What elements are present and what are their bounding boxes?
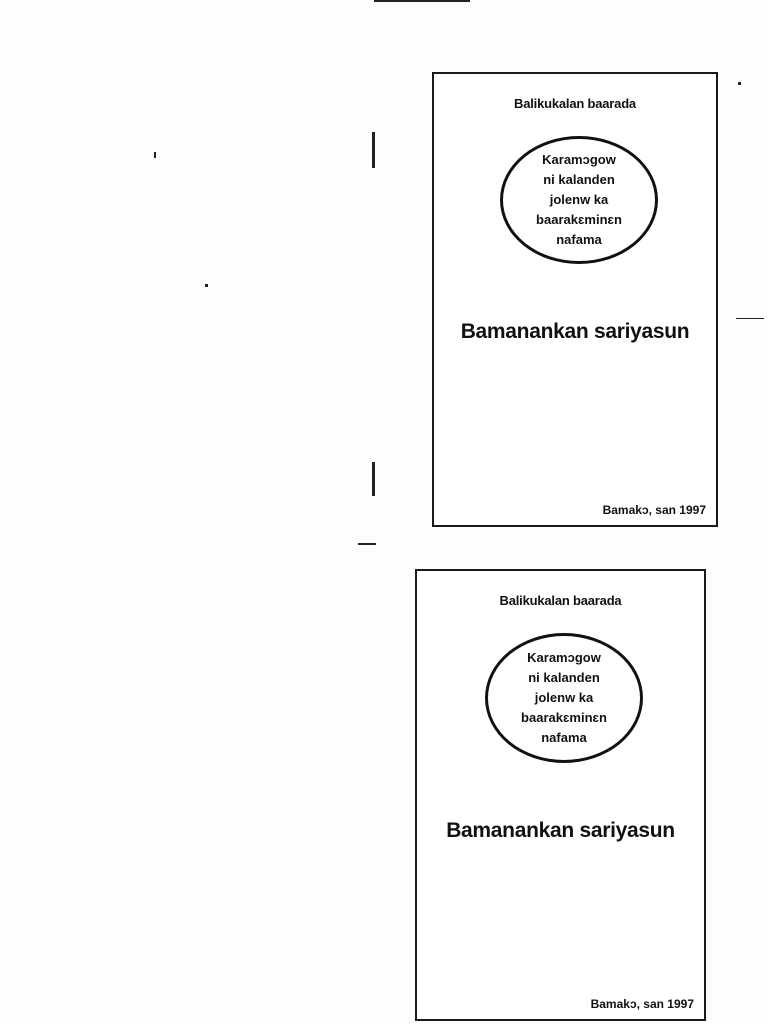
scan-mark xyxy=(374,0,470,2)
oval-line: nafama xyxy=(541,730,587,745)
imprint-place-date: Bamakɔ, san 1997 xyxy=(590,997,694,1011)
scan-mark xyxy=(358,543,376,545)
oval-line: nafama xyxy=(556,232,602,247)
book-title: Bamanankan sariyasun xyxy=(460,320,690,343)
oval-line: baarakɛminɛn xyxy=(521,710,607,725)
department-label: Balikukalan baarada xyxy=(499,593,622,608)
scan-mark xyxy=(154,152,156,158)
department-label: Balikukalan baarada xyxy=(514,96,636,111)
oval-line: Karamɔgow xyxy=(527,650,601,665)
scan-mark xyxy=(205,284,208,287)
oval-emblem xyxy=(500,136,658,264)
oval-emblem xyxy=(485,633,643,763)
oval-line: jolenw ka xyxy=(549,192,609,207)
scan-mark xyxy=(736,318,764,319)
oval-line: Karamɔgow xyxy=(542,152,616,167)
imprint-place-date: Bamakɔ, san 1997 xyxy=(602,503,706,517)
book-cover-upper xyxy=(432,72,718,527)
book-cover-lower xyxy=(415,569,706,1021)
oval-line: ni kalanden xyxy=(528,670,600,685)
scan-mark xyxy=(738,82,741,85)
book-title: Bamanankan sariyasun xyxy=(446,819,675,842)
scan-mark xyxy=(372,132,375,168)
oval-line: jolenw ka xyxy=(534,690,594,705)
scan-mark xyxy=(372,462,375,496)
oval-line: ni kalanden xyxy=(543,172,615,187)
oval-line: baarakɛminɛn xyxy=(536,212,622,227)
